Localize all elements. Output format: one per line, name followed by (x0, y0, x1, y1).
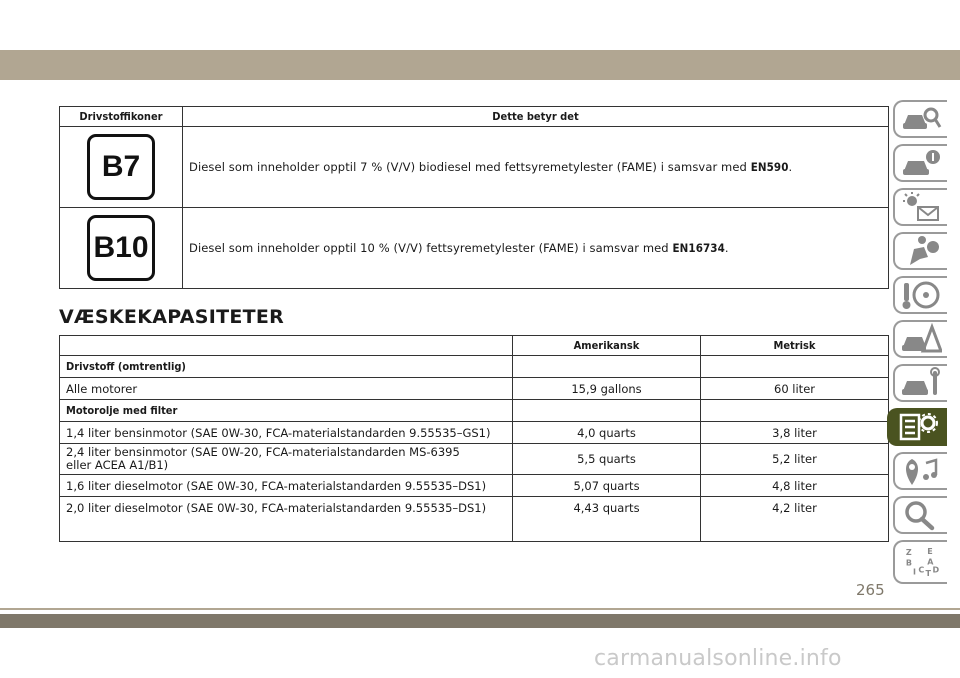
svg-text:T: T (925, 569, 931, 578)
column-header (60, 336, 513, 356)
description-text: Diesel som inneholder opptil 10 % (V/V) fettsyremetylester (FAME) i samsvar med (189, 241, 673, 255)
metric-value (701, 356, 889, 378)
fuel-icon-cell (60, 127, 183, 208)
us-value: 4,0 quarts (513, 422, 701, 444)
multimedia-music-icon (900, 455, 942, 487)
table-row (60, 400, 889, 422)
row-label: 1,6 liter dieselmotor (SAE 0W-30, FCA-materialstandarden 9.55535–DS1) (60, 475, 513, 497)
fluid-capacities-table (59, 335, 889, 542)
table-row (60, 127, 889, 208)
row-label: 2,0 liter dieselmotor (SAE 0W-30, FCA-materialstandarden 9.55535–DS1) (60, 497, 513, 542)
car-warning-triangle-icon (900, 323, 942, 355)
nav-tab-warning-lights[interactable] (893, 188, 947, 226)
nav-tab-car-search[interactable] (893, 100, 947, 138)
svg-text:I: I (913, 567, 916, 577)
steering-key-icon (900, 279, 942, 311)
us-value: 5,5 quarts (513, 444, 701, 475)
row-label: Alle motorer (60, 378, 513, 400)
row-label: 2,4 liter bensinmotor (SAE 0W-20, FCA-materialstandarden MS-6395 eller ACEA A1/B1) (60, 444, 513, 475)
svg-text:C: C (918, 565, 925, 575)
table-row (60, 422, 889, 444)
us-value: 5,07 quarts (513, 475, 701, 497)
nav-tab-index[interactable] (893, 540, 947, 584)
table-row (60, 378, 889, 400)
svg-text:B: B (905, 558, 912, 568)
nav-tab-technical-specs[interactable] (887, 408, 947, 446)
fuel-description (183, 127, 889, 208)
metric-value: 5,2 liter (701, 444, 889, 475)
car-info-icon (900, 147, 942, 179)
metric-value: 4,2 liter (701, 497, 889, 542)
car-search-icon (900, 103, 942, 135)
bottom-band (0, 614, 960, 628)
table-row (60, 497, 889, 542)
car-wrench-icon (900, 367, 942, 399)
column-header: Amerikansk (513, 336, 701, 356)
column-header: Dette betyr det (183, 107, 889, 127)
row-label: 1,4 liter bensinmotor (SAE 0W-30, FCA-materialstandarden 9.55535–GS1) (60, 422, 513, 444)
row-label: Drivstoff (omtrentlig) (60, 356, 513, 378)
magnifier-icon (900, 499, 942, 531)
us-value (513, 356, 701, 378)
metric-value: 4,8 liter (701, 475, 889, 497)
warning-light-mail-icon (900, 191, 942, 223)
watermark: carmanualsonline.info (594, 646, 842, 671)
svg-text:D: D (932, 565, 940, 575)
b7-fuel-icon: B7 (87, 134, 155, 200)
table-row (60, 208, 889, 289)
svg-text:Z: Z (905, 547, 912, 557)
fuel-icon-cell (60, 208, 183, 289)
nav-tab-starting[interactable] (893, 276, 947, 314)
specs-gear-icon (897, 411, 939, 443)
b10-fuel-icon: B10 (87, 215, 155, 281)
top-band (0, 50, 960, 80)
nav-tab-emergency[interactable] (893, 320, 947, 358)
airbag-seat-icon (900, 235, 942, 267)
nav-tab-multimedia[interactable] (893, 452, 947, 490)
alphabet-index-icon (900, 546, 942, 578)
page-number: 265 (856, 581, 885, 599)
nav-tab-search[interactable] (893, 496, 947, 534)
bottom-rule (0, 608, 960, 610)
description-end: . (788, 160, 793, 174)
us-value: 4,43 quarts (513, 497, 701, 542)
metric-value (701, 400, 889, 422)
nav-tab-service[interactable] (893, 364, 947, 402)
table-row (60, 444, 889, 475)
table-row (60, 356, 889, 378)
table-header-row (60, 107, 889, 127)
fuel-description (183, 208, 889, 289)
table-header-row (60, 336, 889, 356)
column-header: Drivstoffikoner (60, 107, 183, 127)
section-title: VÆSKEKAPASITETER (59, 306, 285, 328)
nav-tab-safety[interactable] (893, 232, 947, 270)
standard-code: EN16734 (672, 241, 725, 255)
svg-text:A: A (927, 557, 934, 567)
metric-value: 60 liter (701, 378, 889, 400)
fuel-icons-table (59, 106, 889, 289)
us-value (513, 400, 701, 422)
standard-code: EN590 (750, 160, 789, 174)
column-header: Metrisk (701, 336, 889, 356)
description-text: Diesel som inneholder opptil 7 % (V/V) biodiesel med fettsyremetylester (FAME) i samsvar med (189, 160, 751, 174)
us-value: 15,9 gallons (513, 378, 701, 400)
table-row (60, 475, 889, 497)
row-label: Motorolje med filter (60, 400, 513, 422)
description-end: . (724, 241, 729, 255)
svg-text:E: E (927, 547, 933, 556)
metric-value: 3,8 liter (701, 422, 889, 444)
nav-tab-car-info[interactable] (893, 144, 947, 182)
